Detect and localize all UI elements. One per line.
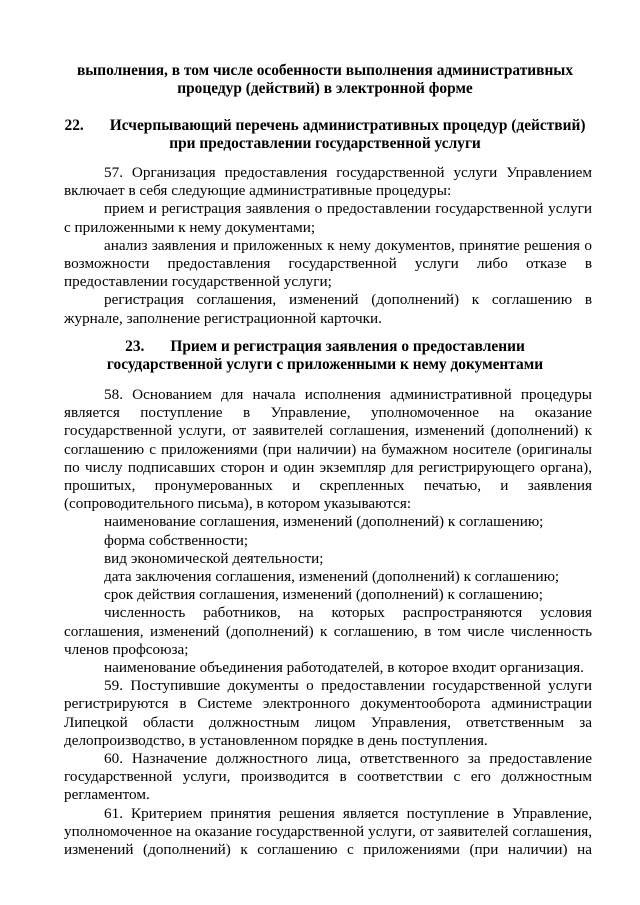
list-item: наименование объединения работодателей, в которое входит организация. — [104, 659, 584, 677]
section-22-title: Исчерпывающий перечень административных процедур (действий) — [109, 117, 586, 134]
list-item: анализ заявления и приложенных к нему документов, принятие решения о возможности предоставления государственной услуги либо отказе в предоставлении государственной услуги; — [64, 236, 592, 291]
section-22-heading-line: при предоставлении государственной услуги — [169, 135, 481, 152]
section-22-body — [64, 164, 592, 328]
paragraph-61: 61. Критерием принятия решения является поступление в Управление, уполномоченное на оказание государственной услуги, от заявителей соглашения, изменений (дополнений) к соглашению с приложениями (при наличии) на — [64, 804, 592, 859]
list-item: наименование соглашения, изменений (дополнений) к соглашению; — [104, 513, 544, 531]
list-item: прием и регистрация заявления о предоставлении государственной услуги с приложенными к нему документами; — [64, 200, 592, 236]
continued-heading — [60, 62, 590, 98]
section-22-heading-line — [60, 117, 590, 135]
section-23-heading — [60, 338, 590, 374]
section-23-heading-line — [60, 338, 590, 356]
paragraph-60: 60. Назначение должностного лица, ответственного за предоставление государственной услуги, производится в соответствии с его должностным регламентом. — [64, 750, 592, 804]
list-item: численность работников, на которых распространяются условия соглашения, изменений (дополнений) к соглашению, в том числе численность членов профсоюза; — [64, 604, 592, 658]
list-item: регистрация соглашения, изменений (дополнений) к соглашению в журнале, заполнение регистрационной карточки. — [64, 291, 592, 327]
paragraph-59: 59. Поступившие документы о предоставлении государственной услуги регистрируются в Системе электронного документооборота администрации Липецкой области должностным лицом Управления, ответственным за делопроизводство, в установленном порядке в день поступления. — [64, 677, 592, 749]
section-23-number: 23. — [125, 338, 145, 355]
continued-heading-line: выполнения, в том числе особенности выполнения административных — [76, 62, 574, 79]
continued-heading-line: процедур (действий) в электронной форме — [177, 80, 473, 97]
section-22-heading — [60, 117, 590, 153]
paragraph-58: 58. Основанием для начала исполнения административной процедуры является поступление в Управление, уполномоченное на оказание государственной услуги, от заявителей соглашения, изменений (дополнений) к соглашению с приложениями (при наличии) на бумажном носителе (оригиналы по числу подписавших сторон и один экземпляр для регистрирующего органа), прошитых, пронумерованных и скрепленных печатью, и заявления (сопроводительного письма), в котором указываются: — [64, 386, 592, 513]
section-22-number: 22. — [64, 117, 84, 134]
list-item: дата заключения соглашения, изменений (дополнений) к соглашению; — [104, 568, 560, 586]
list-item: срок действия соглашения, изменений (дополнений) к соглашению; — [104, 586, 543, 604]
section-23-heading-line: государственной услуги с приложенными к нему документами — [106, 356, 544, 373]
list-item: форма собственности; — [104, 531, 249, 549]
paragraph-57: 57. Организация предоставления государственной услуги Управлением включает в себя следующие административные процедуры: — [64, 164, 592, 200]
list-item: вид экономической деятельности; — [104, 549, 324, 567]
section-23-title: Прием и регистрация заявления о предоставлении — [170, 338, 525, 355]
section-23-body — [64, 386, 592, 859]
